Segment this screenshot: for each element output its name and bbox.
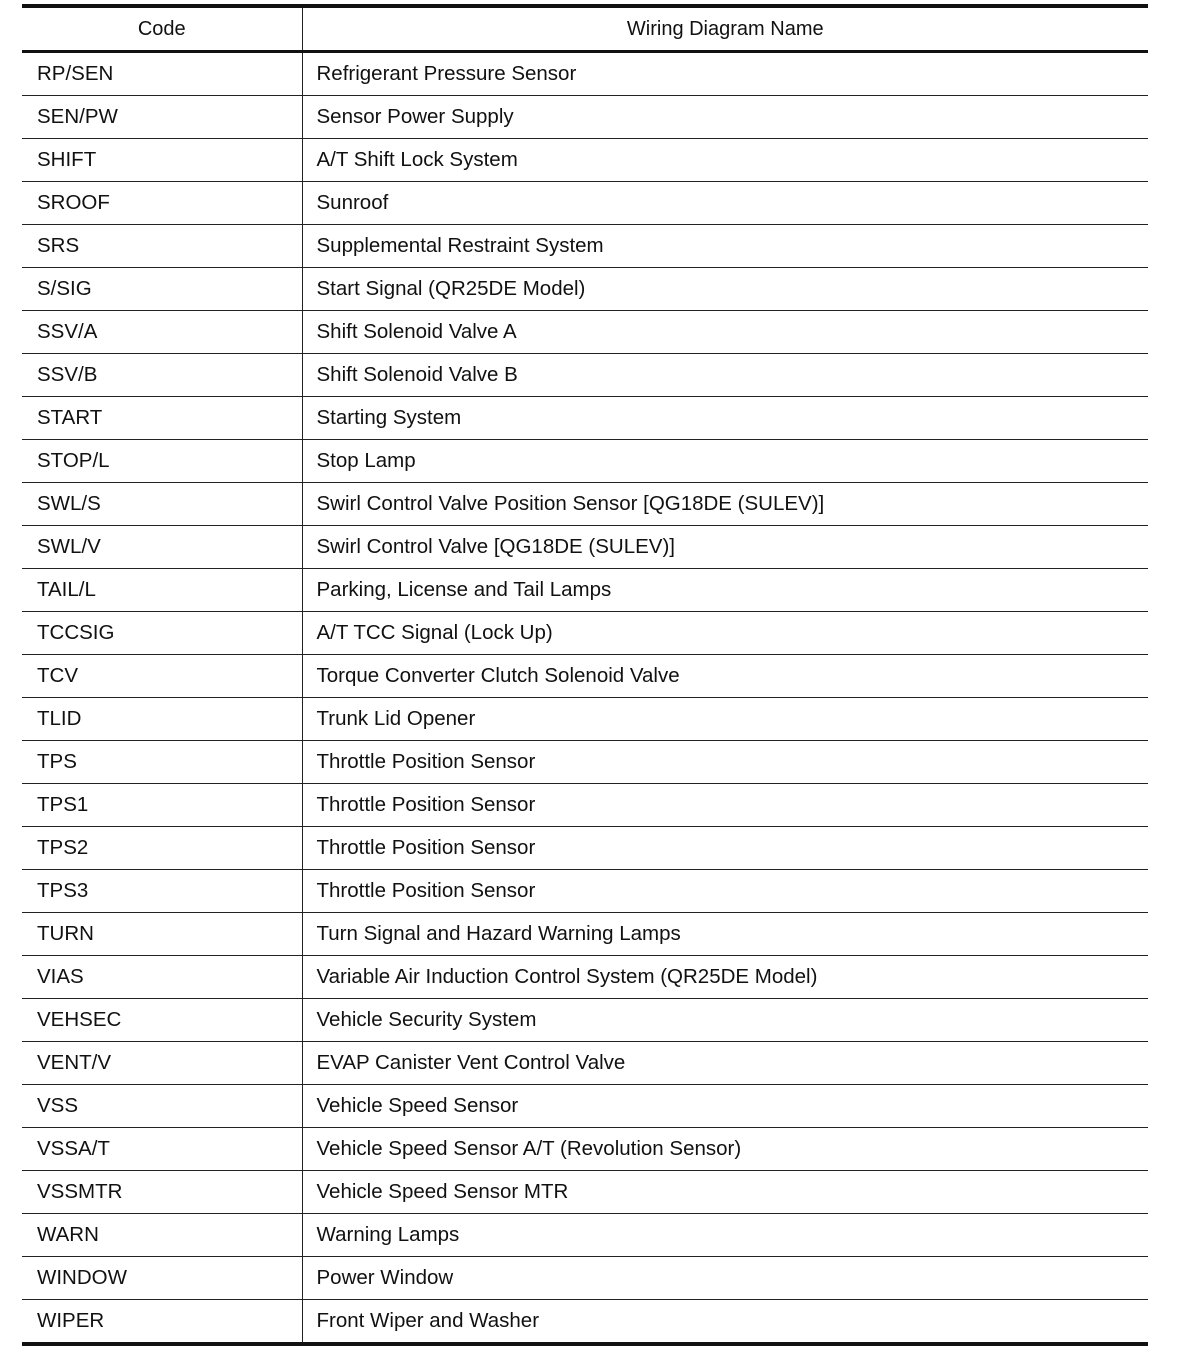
diagram-name-cell: Trunk Lid Opener [302,698,1148,741]
name-column-header: Wiring Diagram Name [302,6,1148,52]
table-row [22,1171,1148,1214]
code-cell: TAIL/L [22,569,302,612]
code-cell: VSSMTR [22,1171,302,1214]
table-row [22,354,1148,397]
diagram-name-cell: A/T TCC Signal (Lock Up) [302,612,1148,655]
code-cell: VIAS [22,956,302,999]
code-cell: TCCSIG [22,612,302,655]
table-row [22,440,1148,483]
table-row [22,956,1148,999]
table-row [22,1128,1148,1171]
table-row [22,96,1148,139]
header-row [22,6,1148,52]
wiring-diagram-table [22,4,1148,1346]
table-row [22,698,1148,741]
code-cell: TPS3 [22,870,302,913]
code-cell: SEN/PW [22,96,302,139]
table-row [22,225,1148,268]
diagram-name-cell: Throttle Position Sensor [302,784,1148,827]
diagram-name-cell: Vehicle Speed Sensor MTR [302,1171,1148,1214]
diagram-name-cell: Sensor Power Supply [302,96,1148,139]
table-row [22,268,1148,311]
code-cell: TPS1 [22,784,302,827]
table-row [22,397,1148,440]
diagram-name-cell: Parking, License and Tail Lamps [302,569,1148,612]
table-body [22,52,1148,1345]
code-cell: WARN [22,1214,302,1257]
diagram-name-cell: Swirl Control Valve Position Sensor [QG18DE (SULEV)] [302,483,1148,526]
code-cell: TCV [22,655,302,698]
table-row [22,52,1148,96]
diagram-name-cell: Start Signal (QR25DE Model) [302,268,1148,311]
table-row [22,483,1148,526]
table-row [22,1257,1148,1300]
table-row [22,1042,1148,1085]
code-cell: TURN [22,913,302,956]
code-cell: START [22,397,302,440]
table-row [22,1085,1148,1128]
diagram-name-cell: Front Wiper and Washer [302,1300,1148,1345]
diagram-name-cell: Shift Solenoid Valve A [302,311,1148,354]
diagram-name-cell: Starting System [302,397,1148,440]
diagram-name-cell: Variable Air Induction Control System (QR25DE Model) [302,956,1148,999]
diagram-name-cell: Throttle Position Sensor [302,870,1148,913]
wiring-diagram-table-container [22,4,1148,1346]
diagram-name-cell: Turn Signal and Hazard Warning Lamps [302,913,1148,956]
table-row [22,612,1148,655]
diagram-name-cell: Stop Lamp [302,440,1148,483]
code-cell: SHIFT [22,139,302,182]
code-cell: SRS [22,225,302,268]
diagram-name-cell: Vehicle Security System [302,999,1148,1042]
diagram-name-cell: Supplemental Restraint System [302,225,1148,268]
code-cell: VENT/V [22,1042,302,1085]
table-row [22,870,1148,913]
code-cell: TPS2 [22,827,302,870]
code-cell: SWL/S [22,483,302,526]
code-cell: S/SIG [22,268,302,311]
diagram-name-cell: Power Window [302,1257,1148,1300]
table-row [22,139,1148,182]
diagram-name-cell: A/T Shift Lock System [302,139,1148,182]
code-cell: TLID [22,698,302,741]
diagram-name-cell: Swirl Control Valve [QG18DE (SULEV)] [302,526,1148,569]
code-cell: VEHSEC [22,999,302,1042]
code-column-header: Code [22,6,302,52]
diagram-name-cell: Refrigerant Pressure Sensor [302,52,1148,96]
table-row [22,913,1148,956]
table-header [22,6,1148,52]
code-cell: RP/SEN [22,52,302,96]
diagram-name-cell: EVAP Canister Vent Control Valve [302,1042,1148,1085]
table-row [22,827,1148,870]
code-cell: VSSA/T [22,1128,302,1171]
diagram-name-cell: Throttle Position Sensor [302,741,1148,784]
diagram-name-cell: Sunroof [302,182,1148,225]
table-row [22,182,1148,225]
table-row [22,741,1148,784]
table-row [22,311,1148,354]
diagram-name-cell: Torque Converter Clutch Solenoid Valve [302,655,1148,698]
table-row [22,1214,1148,1257]
code-cell: SSV/B [22,354,302,397]
code-cell: TPS [22,741,302,784]
code-cell: STOP/L [22,440,302,483]
code-cell: WIPER [22,1300,302,1345]
code-cell: SSV/A [22,311,302,354]
diagram-name-cell: Warning Lamps [302,1214,1148,1257]
table-row [22,569,1148,612]
table-row [22,784,1148,827]
table-row [22,999,1148,1042]
code-cell: WINDOW [22,1257,302,1300]
table-row [22,526,1148,569]
diagram-name-cell: Throttle Position Sensor [302,827,1148,870]
code-cell: SWL/V [22,526,302,569]
code-cell: VSS [22,1085,302,1128]
diagram-name-cell: Vehicle Speed Sensor A/T (Revolution Sensor) [302,1128,1148,1171]
diagram-name-cell: Shift Solenoid Valve B [302,354,1148,397]
table-row [22,655,1148,698]
code-cell: SROOF [22,182,302,225]
table-row [22,1300,1148,1345]
diagram-name-cell: Vehicle Speed Sensor [302,1085,1148,1128]
